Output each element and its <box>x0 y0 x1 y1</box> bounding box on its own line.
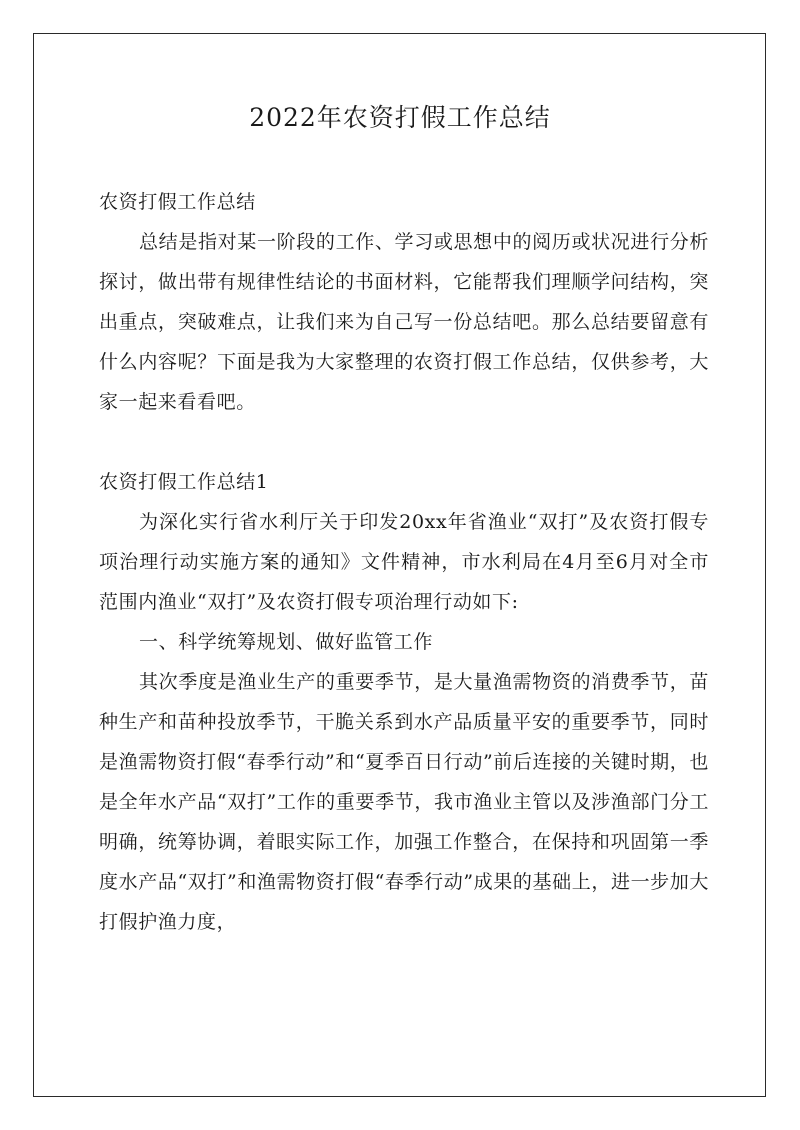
paragraph-section-1: 其次季度是渔业生产的重要季节，是大量渔需物资的消费季节，苗种生产和苗种投放季节，干脆关系到水产品质量平安的重要季节，同时是渔需物资打假“春季行动”和“夏季百日行动”前后连接的关键时期，也是全年水产品“双打”工作的重要季节，我市渔业主管以及涉渔部门分工明确，统筹协调，着眼实际工作，加强工作整合，在保持和巩固第一季度水产品“双打”和渔需物资打假“春季行动”成果的基础上，进一步加大打假护渔力度， <box>99 671 709 933</box>
paragraph-summary-1: 为深化实行省水利厅关于印发20xx年省渔业“双打”及农资打假专项治理行动实施方案的通知》文件精神，市水利局在4月至6月对全市范围内渔业“双打”及农资打假专项治理行动如下: <box>99 511 709 613</box>
paragraph-intro: 总结是指对某一阶段的工作、学习或思想中的阅历或状况进行分析探讨，做出带有规律性结论的书面材料，它能帮我们理顺学问结构，突出重点，突破难点，让我们来为自己写一份总结吧。那么总结要留意有什么内容呢？下面是我为大家整理的农资打假工作总结，仅供参考，大家一起来看看吧。 <box>99 231 709 413</box>
document-title: 2022年农资打假工作总结 <box>249 103 551 132</box>
document-body <box>99 182 709 942</box>
subheading-summary-1: 农资打假工作总结1 <box>99 471 269 493</box>
subheading-intro: 农资打假工作总结 <box>99 191 256 213</box>
section-heading-1: 一、科学统筹规划、做好监管工作 <box>139 631 434 653</box>
